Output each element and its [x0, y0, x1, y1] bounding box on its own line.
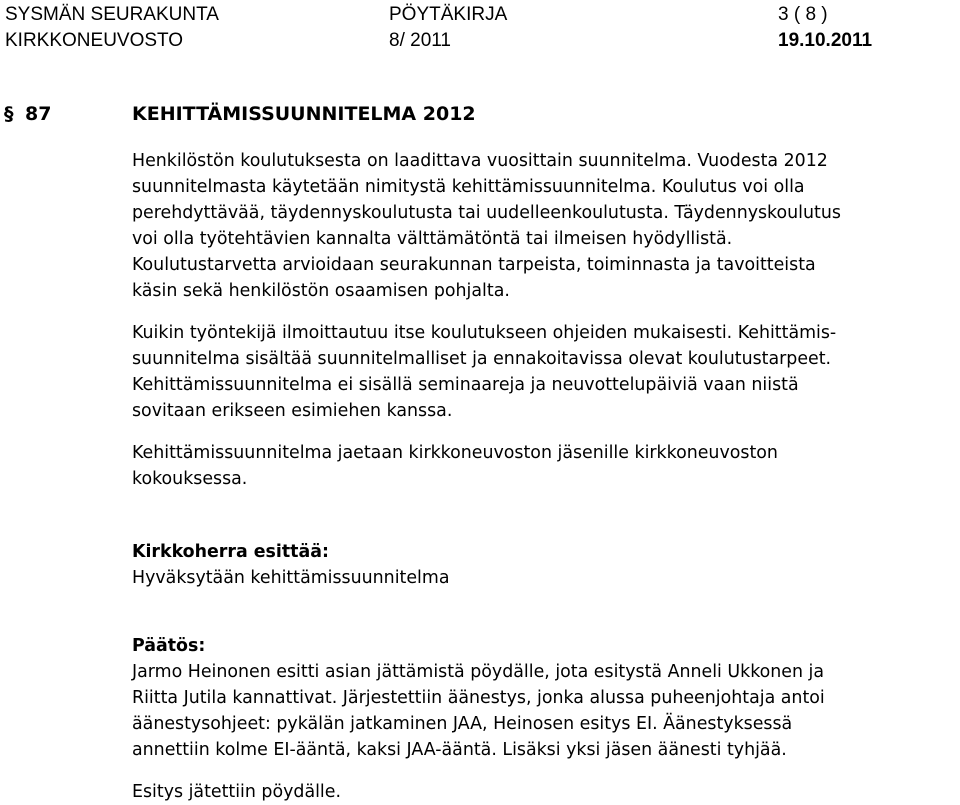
- text-line: suunnitelma sisältää suunnitelmalliset ja ennakoitavissa olevat koulutustarpeet.: [132, 349, 832, 369]
- text-line: suunnitelmasta käytetään nimitystä kehittämissuunnitelma. Koulutus voi olla: [132, 177, 805, 197]
- decision-block: [132, 633, 952, 763]
- decision-heading: Päätös:: [132, 636, 206, 656]
- text-line: käsin sekä henkilöstön osaamisen pohjalta.: [132, 281, 510, 301]
- paragraph-1: [132, 148, 952, 304]
- section-heading: [0, 103, 960, 133]
- result-text: Esitys jätettiin pöydälle.: [132, 782, 341, 802]
- section-title: KEHITTÄMISSUUNNITELMA 2012: [132, 103, 476, 125]
- proposal-block: [132, 539, 952, 591]
- text-line: Kuikin työntekijä ilmoittautuu itse koulutukseen ohjeiden mukaisesti. Kehittämis-: [132, 323, 837, 343]
- section-symbol: §: [4, 103, 14, 125]
- text-line: äänestysohjeet: pykälän jatkaminen JAA, Heinosen esitys EI. Äänestyksessä: [132, 714, 793, 734]
- text-line: Koulutustarvetta arvioidaan seurakunnan tarpeista, toiminnasta ja tavoitteista: [132, 255, 816, 275]
- org-name: SYSMÄN SEURAKUNTA: [5, 4, 219, 25]
- text-line: sovitaan erikseen esimiehen kanssa.: [132, 401, 453, 421]
- meeting-date: 19.10.2011: [778, 30, 873, 51]
- paragraph-2: [132, 320, 952, 424]
- text-line: voi olla työtehtävien kannalta välttämätöntä tai ilmeisen hyödyllistä.: [132, 229, 733, 249]
- paragraph-3: [132, 440, 952, 492]
- text-line: perehdyttävää, täydennyskoulutusta tai uudelleenkoulutusta. Täydennyskoulutus: [132, 203, 841, 223]
- section-number: 87: [25, 103, 52, 125]
- proposal-heading: Kirkkoherra esittää:: [132, 542, 329, 562]
- text-line: Kehittämissuunnitelma ei sisällä seminaareja ja neuvottelupäiviä vaan niistä: [132, 375, 799, 395]
- body-name: KIRKKONEUVOSTO: [5, 30, 184, 51]
- text-line: Kehittämissuunnitelma jaetaan kirkkoneuvoston jäsenille kirkkoneuvoston: [132, 443, 778, 463]
- text-line: Jarmo Heinonen esitti asian jättämistä pöydälle, jota esitystä Anneli Ukkonen ja: [132, 662, 825, 682]
- text-line: annettiin kolme EI-ääntä, kaksi JAA-ääntä. Lisäksi yksi jäsen äänesti tyhjää.: [132, 740, 787, 760]
- minutes-number: 8/ 2011: [389, 30, 451, 51]
- proposal-text: Hyväksytään kehittämissuunnitelma: [132, 568, 450, 588]
- doc-type: PÖYTÄKIRJA: [389, 4, 508, 25]
- text-line: kokouksessa.: [132, 469, 248, 489]
- text-line: Henkilöstön koulutuksesta on laadittava vuosittain suunnitelma. Vuodesta 2012: [132, 151, 828, 171]
- decision-result: [132, 779, 952, 805]
- page-number: 3 ( 8 ): [778, 4, 828, 25]
- text-line: Riitta Jutila kannattivat. Järjestettiin äänestys, jonka alussa puheenjohtaja antoi: [132, 688, 825, 708]
